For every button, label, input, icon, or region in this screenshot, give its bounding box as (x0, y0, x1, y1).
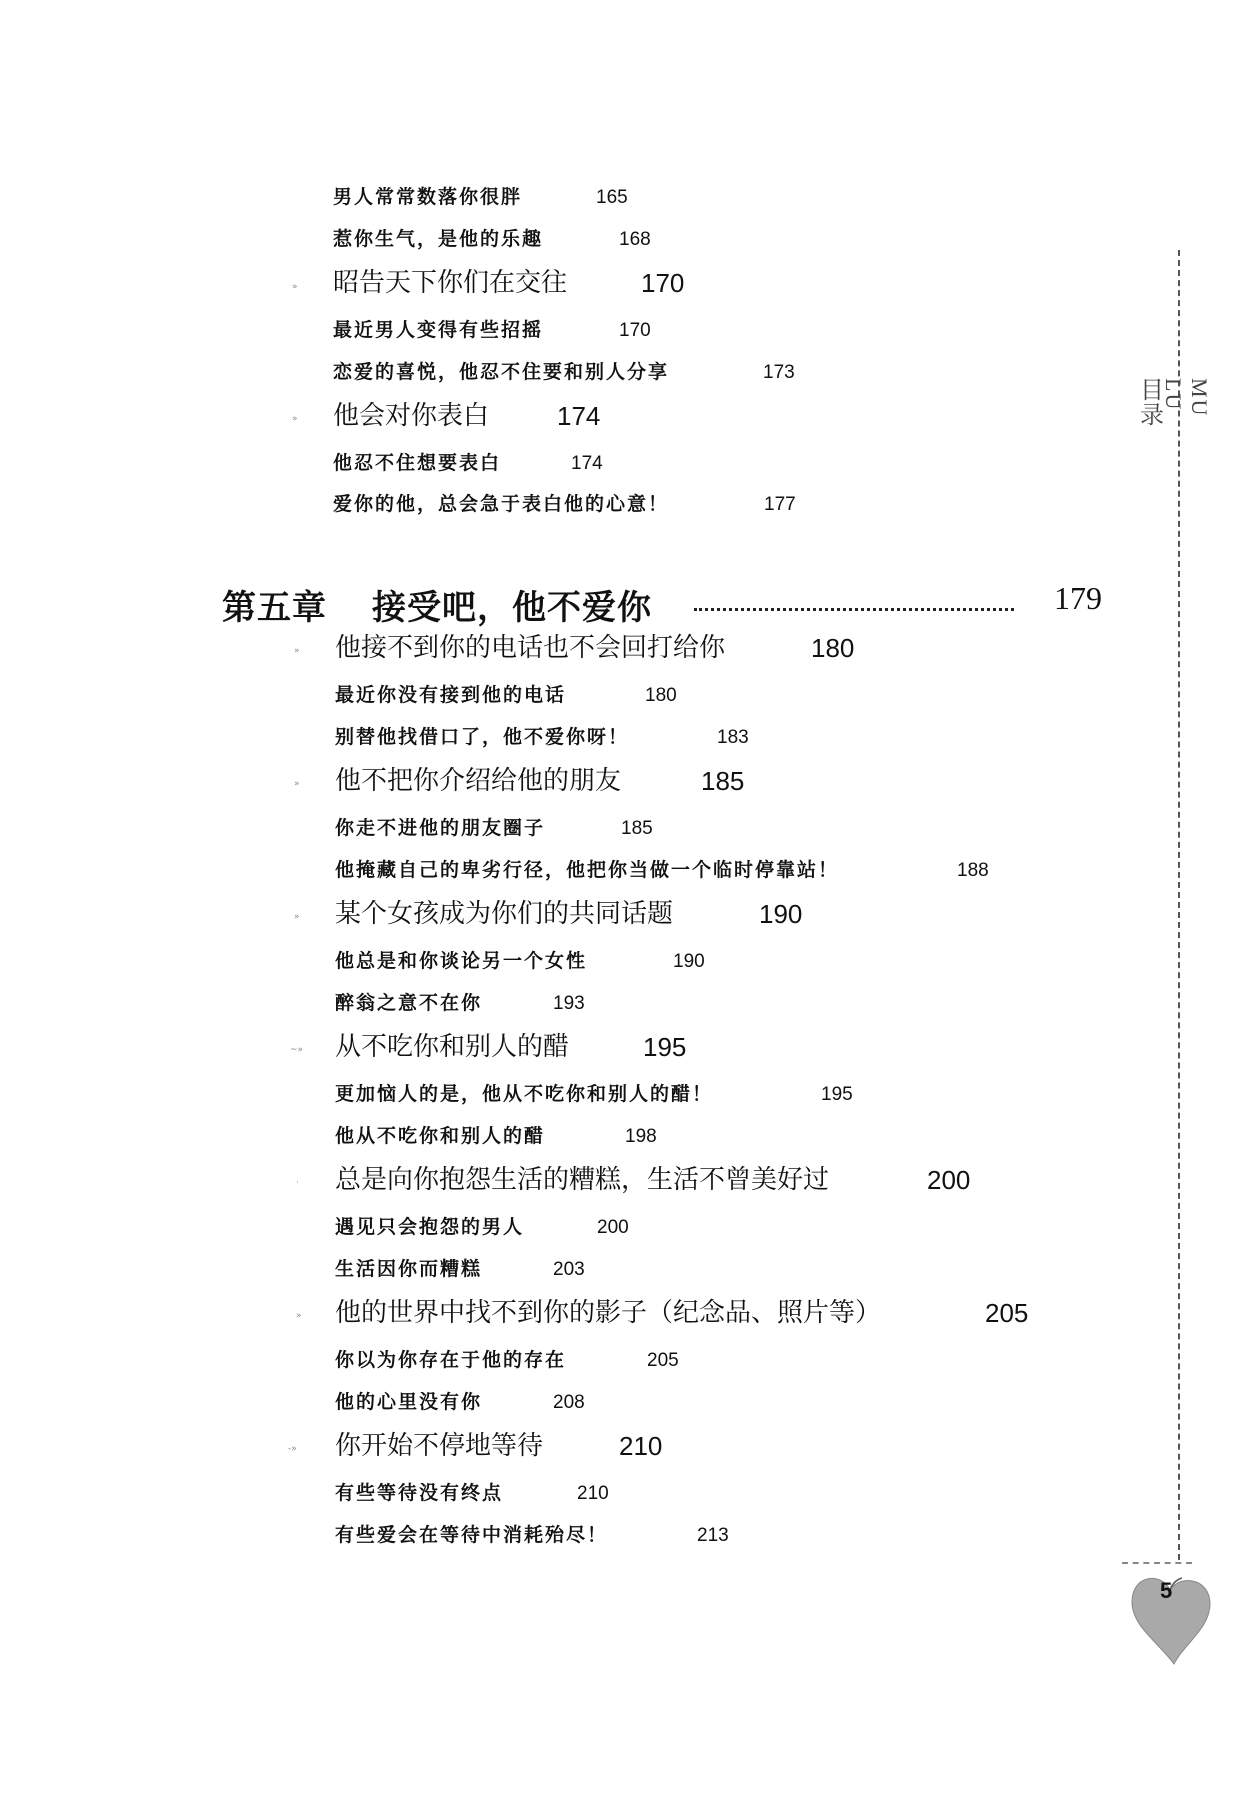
toc-section-page: 170 (641, 268, 685, 298)
toc-entry-page: 213 (697, 1525, 729, 1546)
toc-entry-page: 174 (571, 453, 603, 474)
dot-leader (694, 608, 1014, 611)
toc-entry-title: 生活因你而糟糕 (335, 1258, 483, 1280)
chapter-title: 接受吧，他不爱你 (372, 588, 652, 628)
footer-dashed-rule (1122, 1562, 1192, 1564)
toc-section-page: 190 (759, 899, 803, 929)
chapter-page: 179 (1054, 580, 1102, 616)
bullet-icon: » (296, 1311, 302, 1321)
toc-entry-title: 最近男人变得有些招摇 (333, 319, 544, 341)
toc-section-title: 总是向你抱怨生活的糟糕，生活不曾美好过 (335, 1165, 830, 1195)
toc-entry-page: 188 (957, 860, 989, 881)
toc-section-title: 某个女孩成为你们的共同话题 (335, 899, 674, 929)
toc-section-title: 他接不到你的电话也不会回打给你 (335, 633, 726, 663)
toc-entry-title: 醉翁之意不在你 (335, 992, 483, 1014)
toc-entry-title: 遇见只会抱怨的男人 (335, 1216, 525, 1238)
bullet-icon: » (294, 912, 300, 922)
toc-entry-title: 更加恼人的是，他从不吃你和别人的醋！ (335, 1083, 714, 1105)
toc-entry-page: 205 (647, 1350, 679, 1371)
side-label-cn: 目录 (1140, 376, 1164, 430)
bullet-icon: » (292, 414, 298, 424)
bullet-icon: » (292, 282, 298, 292)
toc-entry-page: 183 (717, 727, 749, 748)
toc-entry-title: 有些爱会在等待中消耗殆尽！ (335, 1524, 609, 1546)
toc-entry-title: 你以为你存在于他的存在 (335, 1349, 567, 1371)
toc-section-page: 180 (811, 633, 855, 663)
toc-entry-title: 惹你生气，是他的乐趣 (333, 228, 544, 250)
toc-section-page: 195 (643, 1032, 687, 1062)
toc-entry-title: 你走不进他的朋友圈子 (335, 817, 546, 839)
toc-entry-title: 男人常常数落你很胖 (333, 186, 523, 208)
toc-section-page: 185 (701, 766, 745, 796)
bullet-icon: ~» (290, 1045, 304, 1055)
toc-entry-title: 恋爱的喜悦，他忍不住要和别人分享 (333, 361, 670, 383)
toc-entry-page: 203 (553, 1259, 585, 1280)
toc-entry-page: 168 (619, 229, 651, 250)
side-label-en-text: MU LU (1161, 378, 1212, 418)
bullet-icon: » (294, 646, 300, 656)
toc-section-title: 你开始不停地等待 (335, 1431, 544, 1461)
toc-entry-title: 他忍不住想要表白 (333, 452, 502, 474)
toc-entry-page: 208 (553, 1392, 585, 1413)
toc-entry-title: 他总是和你谈论另一个女性 (335, 950, 588, 972)
side-label-en (1161, 378, 1216, 478)
toc-section-page: 205 (985, 1298, 1029, 1328)
bullet-icon: » (294, 779, 300, 789)
toc-entry-page: 173 (763, 362, 795, 383)
chapter-label: 第五章 (222, 588, 327, 628)
toc-entry-title: 别替他找借口了，他不爱你呀！ (335, 726, 630, 748)
toc-entry-page: 185 (621, 818, 653, 839)
side-dashed-rule (1178, 250, 1180, 1560)
toc-entry-title: 他从不吃你和别人的醋 (335, 1125, 546, 1147)
toc-entry-page: 165 (596, 187, 628, 208)
page-number: 5 (1160, 1578, 1173, 1603)
toc-section-title: 从不吃你和别人的醋 (335, 1032, 570, 1062)
toc-section-title: 他会对你表白 (333, 401, 490, 431)
toc-section-page: 210 (619, 1431, 663, 1461)
toc-entry-page: 170 (619, 320, 651, 341)
bullet-icon: · (296, 1178, 299, 1188)
toc-section-title: 他的世界中找不到你的影子（纪念品、照片等） (335, 1298, 882, 1328)
toc-section-title: 他不把你介绍给他的朋友 (335, 766, 622, 796)
bullet-icon: -» (288, 1444, 297, 1454)
toc-entry-page: 195 (821, 1084, 853, 1105)
toc-entry-title: 最近你没有接到他的电话 (335, 684, 567, 706)
toc-section-page: 174 (557, 401, 601, 431)
toc-entry-title: 爱你的他，总会急于表白他的心意！ (333, 493, 670, 515)
toc-section-page: 200 (927, 1165, 971, 1195)
toc-entry-page: 180 (645, 685, 677, 706)
toc-entry-page: 193 (553, 993, 585, 1014)
toc-entry-page: 198 (625, 1126, 657, 1147)
chapter-heading[interactable] (222, 580, 1102, 628)
toc-entry-title: 他掩藏自己的卑劣行径，他把你当做一个临时停靠站！ (335, 859, 840, 881)
toc-entry-title: 有些等待没有终点 (335, 1482, 504, 1504)
toc-entry-page: 200 (597, 1217, 629, 1238)
toc-entry-page: 210 (577, 1483, 609, 1504)
toc-entry-page: 177 (764, 494, 796, 515)
toc-entry-title: 他的心里没有你 (335, 1391, 483, 1413)
toc-section-title: 昭告天下你们在交往 (333, 268, 568, 298)
toc-entry-page: 190 (673, 951, 705, 972)
